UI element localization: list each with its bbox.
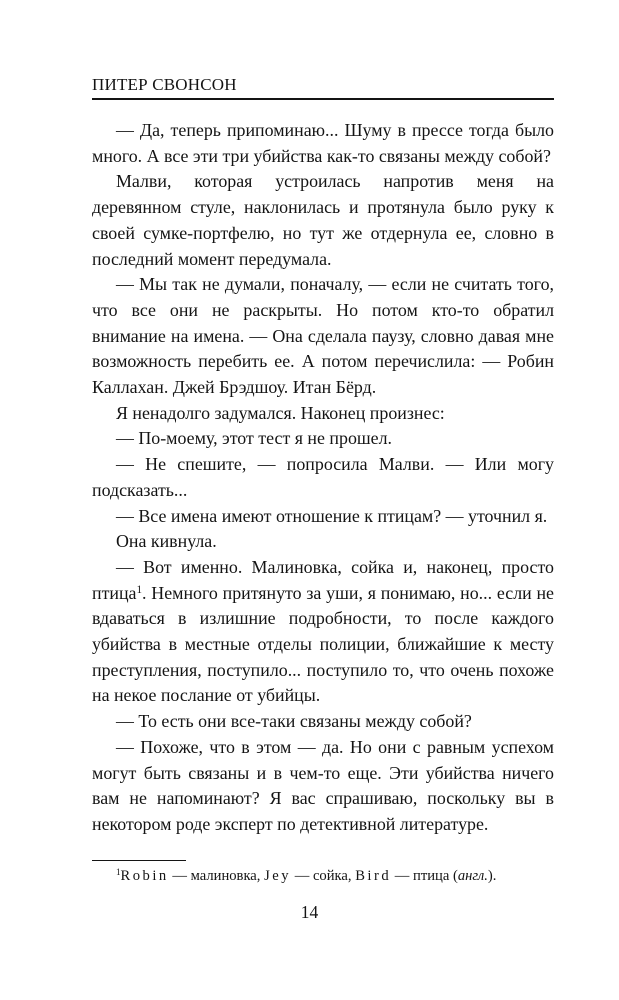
body-text — [92, 118, 554, 838]
paragraph: — Похоже, что в этом — да. Но они с равным успехом могут быть связаны и в чем-то еще. Эти убийства ничего вам не напоминают? Я вас спрашиваю, поскольку вы в некотором роде эксперт по детективной литературе. — [92, 736, 554, 834]
paragraph: Я ненадолго задумался. Наконец произнес: — [116, 402, 445, 423]
paragraph: — Не спешите, — попросила Малви. — Или могу подсказать... — [92, 454, 554, 500]
paragraph: — Да, теперь припоминаю... Шуму в прессе тогда было много. А все эти три убийства как-то связаны между собой? — [92, 120, 554, 166]
footnote-translation: — птица ( — [391, 868, 458, 884]
paragraph: — По-моему, этот тест я не прошел. — [116, 428, 393, 449]
paragraph-with-footnote: — Вот именно. Малиновка, сойка и, наконец, просто птица$^1$. Немного притянуто за уши, я понимаю, но... если не вдаваться в излишние подробности, то после каждого убийства в местные отделы полиции, ближайшие к месту преступления, поступило... поступило то, что очень похоже на некое послание от убийцы. — [92, 556, 554, 706]
footnote — [92, 866, 554, 886]
paragraph-text: — Вот именно. Малиновка, сойка и, наконец, просто птица — [92, 556, 554, 603]
footnote-word-bird: Bird — [355, 868, 392, 884]
paragraph: — То есть они все-таки связаны между собой? — [116, 711, 472, 732]
paragraph: — Все имена имеют отношение к птицам? — уточнил я. — [116, 505, 548, 526]
footnote-tail: ). — [487, 868, 497, 884]
footnote-translation: — сойка, — [291, 868, 356, 884]
footnote-translation: — малиновка, — [168, 868, 265, 884]
footnote-word-robin: Robin — [120, 868, 169, 884]
footnote-divider — [92, 860, 186, 861]
footnote-word-jey: Jey — [264, 868, 292, 884]
running-header-title: ПИТЕР СВОНСОН — [92, 75, 237, 94]
paragraph: Она кивнула. — [116, 531, 217, 552]
running-header — [92, 74, 554, 100]
page-number: 14 — [300, 902, 319, 922]
footnote-language: англ. — [457, 868, 488, 884]
paragraph: — Мы так не думали, поначалу, — если не считать того, что все они не раскрыты. Но потом кто-то обратил внимание на имена. — Она сделала паузу, словно давая мне возможность перебить ее. А потом перечислила: — Робин Каллахан. Джей Брэдшоу. Итан Бёрд. — [92, 274, 554, 398]
footnote-reference[interactable]: 1 — [136, 583, 143, 596]
footnote-marker: 1 — [116, 867, 121, 878]
paragraph: Малви, которая устроилась напротив меня на деревянном стуле, наклонилась и протянула было руку к своей сумке-портфелю, но тут же отдернула ее, словно в последний момент передумала. — [92, 171, 554, 269]
paragraph-text-continued: Немного притянуто за уши, я понимаю, но... если не вдаваться в излишние подробности, то после каждого убийства в местные отделы полиции, ближайшие к месту преступления, поступило... поступило то, что очень похоже на некое послание от убийцы. — [92, 582, 554, 706]
